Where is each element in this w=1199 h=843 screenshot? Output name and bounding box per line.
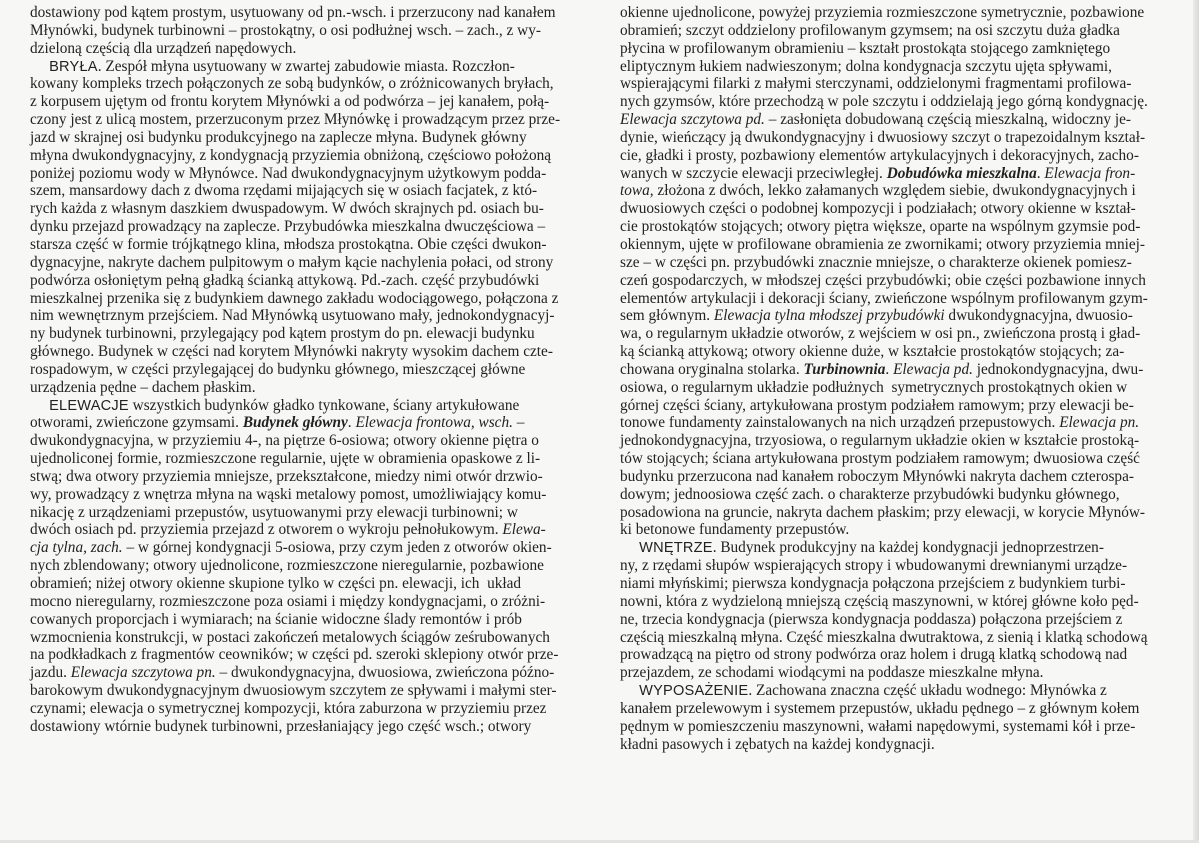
text-run: prowadzącą na piętro od strony podwórza oraz holem i drugą klatką schodową nad <box>620 646 1128 664</box>
text-line <box>30 290 573 308</box>
text-run: cowanych proporcjach i wymiarach; na ścianie widoczne ślady remontów i prób <box>30 610 522 628</box>
text-line <box>620 129 1164 147</box>
text-line <box>620 718 1164 736</box>
text-run: posadowiona na gruncie, nakryta dachem płaskim; przy elewacji, w korycie Młynów- <box>620 503 1146 521</box>
text-run: stwą; dwa otwory przyziemia mniejsze, przekształcone, miedzy nimi otwór drzwio- <box>30 467 543 485</box>
text-run: elementów artykulacji i dekoracji ściany, zwieńczone wspólnym profilowanym gzym- <box>620 289 1148 307</box>
text-line <box>30 147 573 165</box>
text-line <box>30 450 573 468</box>
text-run: barokowym dwukondygnacyjnym dwuosiowym szczytem ze spływami i małymi ster- <box>30 682 557 700</box>
text-run: nikację z urządzeniami przepustów, usytuowanymi przy elewacji turbinowni; w <box>30 503 518 521</box>
text-run: tonowe fundamenty zainstalowanych na nich urządzeń przepustowych. <box>620 414 1060 432</box>
text-run: okienne ujednolicone, powyżej przyziemia rozmieszczone symetrycznie, pozbawione <box>620 4 1145 21</box>
text-line <box>620 629 1164 647</box>
text-run: rych każda z własnym daszkiem dwuspadowym. W dwóch skrajnych pd. osiach bu- <box>30 200 544 218</box>
elevation-label: cja tylna, zach. <box>30 539 123 557</box>
text-line <box>30 629 573 647</box>
text-run: . <box>1036 164 1045 182</box>
elevation-label: Elewacja pn. <box>1059 414 1140 432</box>
text-run: wa, o regularnym układzie otworów, z wejściem w osi pn., zwieńczona prostą i gład- <box>620 325 1141 343</box>
text-line <box>620 486 1164 504</box>
text-line <box>30 4 573 22</box>
text-run: rospadowym, w części przylegającej do budynku głównego, mieszczącej główne <box>30 360 526 378</box>
text-line <box>620 58 1164 76</box>
text-run: głównego. Budynek w części nad korytem Młynówki nakryty wysokim dachem czte- <box>30 343 553 361</box>
text-run: na podkładkach z fragmentów ceowników; w części pd. szeroki sklepiony otwór prze- <box>30 646 559 664</box>
text-line <box>620 646 1164 664</box>
text-line <box>30 397 573 415</box>
text-line <box>30 468 573 486</box>
text-line <box>30 165 573 183</box>
text-run: dwukondygnacyjna, w przyziemiu 4-, na piętrze 6-osiowa; otwory okienne piętra o <box>30 432 539 450</box>
text-run <box>30 397 49 414</box>
text-line <box>620 539 1164 557</box>
text-run: ne, trzecia kondygnacja (pierwsza kondygnacja poddasza) połączona przejściem z <box>620 610 1123 628</box>
text-run: ki betonowe fundamenty przepustów. <box>620 521 850 539</box>
text-run: dwuosiowych części o podobnej kompozycji i podziałach; otwory okienne w kształ- <box>620 200 1136 218</box>
text-line <box>620 40 1164 58</box>
text-line <box>620 379 1164 397</box>
text-run: kanałem przelewowym i systemem przepustów, układu pędnego – z głównym kołem <box>620 699 1140 717</box>
text-line <box>30 93 573 111</box>
text-run: wanych w szczycie elewacji przeciwległej. <box>620 164 887 182</box>
text-line <box>30 218 573 236</box>
text-run: starsza część w formie trójkątnego klina, młodsza prostokątna. Obie części dwukon- <box>30 235 547 253</box>
text-line <box>620 182 1164 200</box>
text-line <box>30 111 573 129</box>
section-heading: ELEWACJE <box>49 397 129 414</box>
text-line <box>620 450 1164 468</box>
text-run: podwórza osłoniętym pełną gładką ścianką attykową. Pd.-zach. część przybudówki <box>30 271 540 289</box>
text-run: czeń gospodarczych, w młodszej części przybudówki; obie części pozbawione innych <box>620 271 1146 289</box>
elevation-label: Elewacja pd. <box>893 360 973 378</box>
text-line <box>620 557 1164 575</box>
text-line <box>30 236 573 254</box>
text-line <box>30 414 573 432</box>
text-line <box>620 432 1164 450</box>
text-run: kowany kompleks trzech połączonych ze sobą budynków, o zróżnicowanych bryłach, <box>30 75 554 93</box>
text-run: . Zespół młyna usytuowany w zwartej zabudowie miasta. Rozczłon- <box>97 57 515 75</box>
text-run: okiennym, ujęte w profilowane obramienia ze zwornikami; otwory przyziemia mniej- <box>620 235 1146 253</box>
text-run: nych zblendowany; otwory ujednolicone, rozmieszczone nieregularnie, pozbawione <box>30 557 544 575</box>
scan-edge <box>1193 0 1199 843</box>
text-run: wy, prowadzący z wnętrza młyna na wąski metalowy pomost, umożliwiający komu- <box>30 485 547 503</box>
text-line <box>620 218 1164 236</box>
text-run: – w górnej kondygnacji 5-osiowa, przy czym jeden z otworów okien- <box>122 539 552 557</box>
text-run: cie prostokątów stojących; otwory piętra większe, oparte na wspólnym gzymsie pod- <box>620 218 1141 236</box>
text-run: – zasłonięta dobudowaną częścią mieszkalną, widoczny je- <box>764 111 1132 129</box>
text-line <box>620 254 1164 272</box>
text-line <box>30 486 573 504</box>
text-line <box>30 539 573 557</box>
text-run: tów stojących; ściana artykułowana prostym podziałem ramowym; dwuosiowa część <box>620 450 1140 468</box>
building-heading: Dobudówka mieszkalna <box>886 164 1037 182</box>
text-run: jazdu. <box>30 664 71 682</box>
left-column <box>30 4 573 736</box>
text-line <box>620 343 1164 361</box>
text-line <box>620 736 1164 754</box>
text-run: płycina w profilowanym obramieniu – kształt prostokąta stojącego zamkniętego <box>620 39 1111 57</box>
text-run: czynami; elewacja o symetrycznej kompozycji, która zaburzona w przyziemiu przez <box>30 699 547 717</box>
text-line <box>30 504 573 522</box>
text-line <box>620 575 1164 593</box>
elevation-label: Elewacja szczytowa pd. <box>620 111 765 129</box>
text-line <box>30 521 573 539</box>
text-line <box>30 325 573 343</box>
text-line <box>620 290 1164 308</box>
section-heading: BRYŁA <box>49 58 98 75</box>
building-heading: Turbinownia <box>803 360 886 378</box>
text-run: czony jest z ulicą mostem, przerzuconym przez Młynówkę i prowadzącym przez prze- <box>30 111 561 129</box>
text-run: – <box>512 414 525 432</box>
text-line <box>30 75 573 93</box>
text-line <box>620 397 1164 415</box>
text-run: wzmocnienia konstrukcji, w postaci zakończeń metalowych ściągów ześrubowanych <box>30 628 550 646</box>
text-run: młyna dwukondygnacyjny, z kondygnacją przyziemia obniżoną, częściowo położoną <box>30 146 552 164</box>
text-run: ką ścianką attykową; otwory okienne duże, w kształcie prostokątów stojących; za- <box>620 343 1125 361</box>
text-run: nych gzymsów, które przechodzą w pole szczytu i oddzielają jego górną kondygnację. <box>620 93 1148 111</box>
text-line <box>620 700 1164 718</box>
text-line <box>30 307 573 325</box>
elevation-label: Elewacja tylna młodszej przybudówki <box>713 307 945 325</box>
text-line <box>30 646 573 664</box>
text-run: dwukondygnacyjna, dwuosio- <box>944 307 1133 325</box>
text-line <box>30 40 573 58</box>
text-run: otworami, zwieńczone gzymsami. <box>30 414 243 432</box>
text-run: jazd w skrajnej osi budynku produkcyjnego na zaplecze młyna. Budynek główny <box>30 128 527 146</box>
text-line <box>30 343 573 361</box>
text-line <box>620 165 1164 183</box>
text-line <box>30 58 573 76</box>
text-run: dynku przejazd prowadzący na zaplecze. Przybudówka mieszkalna dwuczęściowa – <box>30 218 546 236</box>
text-line <box>620 307 1164 325</box>
text-line <box>620 93 1164 111</box>
text-run: . <box>347 414 356 432</box>
text-line <box>30 432 573 450</box>
text-run: kładni pasowych i zębatych na każdej kondygnacji. <box>620 735 935 753</box>
text-run: obramień; szczyt oddzielony profilowanym gzymsem; na osi szczytu duża gładka <box>620 21 1120 39</box>
text-run: chowana oryginalna stolarka. <box>620 360 804 378</box>
text-run: cie, gładki i prosty, pozbawiony elementów artykulacyjnych i dekoracyjnych, zacho- <box>620 146 1139 164</box>
text-line <box>620 414 1164 432</box>
text-line <box>620 521 1164 539</box>
text-run: mieszkalnej przenika się z budynkiem dawnego zakładu wodociągowego, połączona z <box>30 289 559 307</box>
text-run: nim wewnętrznym przejściem. Nad Młynówką usytuowano mały, jednokondygnacyj- <box>30 307 555 325</box>
text-line <box>30 254 573 272</box>
text-run: osiowa, o regularnym układzie podłużnych symetrycznych prostokątnych okien w <box>620 378 1128 396</box>
text-run: eliptycznym łukiem nadwieszonym; dolna kondygnacja szczytu ujęta spływami, <box>620 57 1112 75</box>
right-column <box>620 4 1164 753</box>
text-line <box>620 664 1164 682</box>
text-run: wspierającymi filarki z małymi sterczynami, oddzielonymi fragmentami profilowa- <box>620 75 1132 93</box>
text-run: nowni, która z wydzieloną mniejszą częścią maszynowni, w której główne koło pęd- <box>620 592 1139 610</box>
text-run: złożona z dwóch, lekko załamanych względem siebie, dwukondygnacyjnych i <box>653 182 1136 200</box>
text-line <box>30 575 573 593</box>
text-line <box>620 4 1164 22</box>
text-run: urządzenia pędne – dachem płaskim. <box>30 378 256 396</box>
text-line <box>30 22 573 40</box>
text-run <box>620 539 639 556</box>
text-run: dowym; jednoosiowa część zach. o charakterze przybudówki budynku głównego, <box>620 485 1120 503</box>
text-run: ny, z rzędami słupów wspierających stropy i wbudowanymi drewnianymi urządze- <box>620 557 1128 575</box>
text-run: dostawiony pod kątem prostym, usytuowany od pn.-wsch. i przerzucony nad kanałem <box>30 4 556 21</box>
text-run: dwóch osiach pd. przyziemia przejazd z otworem o wykroju pełnołukowym. <box>30 521 503 539</box>
text-line <box>620 272 1164 290</box>
text-line <box>620 468 1164 486</box>
text-line <box>30 593 573 611</box>
text-line <box>30 129 573 147</box>
text-line <box>620 611 1164 629</box>
elevation-label: Elewacja szczytowa pn. <box>70 664 216 682</box>
section-heading: WYPOSAŻENIE <box>639 683 749 700</box>
text-run: dygnacyjne, nakryte dachem pulpitowym o małym kącie nachylenia połaci, od strony <box>30 253 554 271</box>
text-run: niami młyńskimi; pierwsza kondygnacja połączona przejściem z budynkiem turbi- <box>620 575 1126 592</box>
text-line <box>30 718 573 736</box>
text-run: – dwukondygnacyjna, dwuosiowa, zwieńczona późno- <box>215 664 555 682</box>
section-heading: WNĘTRZE <box>639 540 713 557</box>
text-run: . Zachowana znaczna część układu wodnego: Młynówka z <box>748 682 1107 700</box>
text-run <box>620 682 639 699</box>
text-line <box>30 611 573 629</box>
text-run: jednokondygnacyjna, trzyosiowa, o regularnym układzie okien w kształcie prostoką- <box>620 432 1140 450</box>
text-line <box>30 557 573 575</box>
text-run <box>30 58 49 75</box>
text-line <box>30 361 573 379</box>
text-run: przejazdem, ze schodami wiodącymi na poddasze mieszkalne młyna. <box>620 664 1044 682</box>
text-line <box>620 22 1164 40</box>
text-run: częścią mieszkalną młyna. Część mieszkalna dwutraktowa, z sienią i klatką schodową <box>620 628 1148 646</box>
text-run: budynku przerzucona nad kanałem roboczym Młynówki nakryta dachem czterospa- <box>620 467 1134 485</box>
text-run: sem głównym. <box>620 307 714 325</box>
elevation-label: Elewacja frontowa, wsch. <box>355 414 513 432</box>
text-line <box>620 111 1164 129</box>
elevation-label: Elewa- <box>502 521 546 539</box>
text-run: pędnym w pomieszczeniu maszynowni, wałami napędowymi, systemami kół i prze- <box>620 717 1136 735</box>
text-line <box>620 200 1164 218</box>
text-line <box>30 200 573 218</box>
text-run: z korpusem ujętym od frontu korytem Młynówki a od podwórza – jej kanałem, połą- <box>30 93 550 111</box>
text-run: dzieloną częścią dla urządzeń napędowych. <box>30 39 297 57</box>
text-run: ujednoliconej formie, rozmieszczone regularnie, ujęte w obramienia opaskowe z li- <box>30 450 541 468</box>
text-line <box>620 593 1164 611</box>
text-run: ny budynek turbinowni, przylegający pod kątem prostym do pn. elewacji budynku <box>30 325 535 343</box>
text-run: sze – w części pn. przybudówki znacznie mniejsze, o charakterze okienek pomiesz- <box>620 253 1132 271</box>
text-line <box>620 147 1164 165</box>
text-line <box>620 361 1164 379</box>
text-run: . Budynek produkcyjny na każdej kondygnacji jednoprzestrzen- <box>712 539 1104 557</box>
text-line <box>620 236 1164 254</box>
text-run: . <box>885 360 894 378</box>
text-run: szem, mansardowy dach z dwoma rzędami mijających się w osiach facjatek, z któ- <box>30 182 538 200</box>
text-run: dynie, wieńczący ją dwukondygnacyjny i dwuosiowy szczyt o trapezoidalnym kształ- <box>620 128 1146 146</box>
text-run: obramień; niżej otwory okienne skupione tylko w części pn. elewacji, ich układ <box>30 575 522 592</box>
text-line <box>620 75 1164 93</box>
text-line <box>30 272 573 290</box>
text-run: wszystkich budynków gładko tynkowane, ściany artykułowane <box>128 396 520 414</box>
text-run: mocno nieregularny, rozmieszczone poza osiami i między kondygnacjami, o zróżni- <box>30 592 546 610</box>
text-line <box>30 379 573 397</box>
text-line <box>620 504 1164 522</box>
text-line <box>620 682 1164 700</box>
text-run: jednokondygnacyjna, dwu- <box>972 360 1144 378</box>
elevation-label: towa, <box>620 182 654 200</box>
text-run: poniżej poziomu wody w Młynówce. Nad dwukondygnacyjnym użytkowym podda- <box>30 164 547 182</box>
text-line <box>620 325 1164 343</box>
text-run: Młynówki, budynek turbinowni – prostokątny, o osi podłużnej wsch. – zach., z wy- <box>30 21 541 39</box>
text-line <box>30 700 573 718</box>
text-line <box>30 664 573 682</box>
building-heading: Budynek główny <box>242 414 348 432</box>
text-line <box>30 182 573 200</box>
text-run: dostawiony wtórnie budynek turbinowni, przesłaniający jego część wsch.; otwory <box>30 717 532 735</box>
elevation-label: Elewacja fron- <box>1044 164 1136 182</box>
text-run: górnej części ściany, artykułowana prostym podziałem ramowym; przy elewacji be- <box>620 396 1134 414</box>
text-line <box>30 682 573 700</box>
